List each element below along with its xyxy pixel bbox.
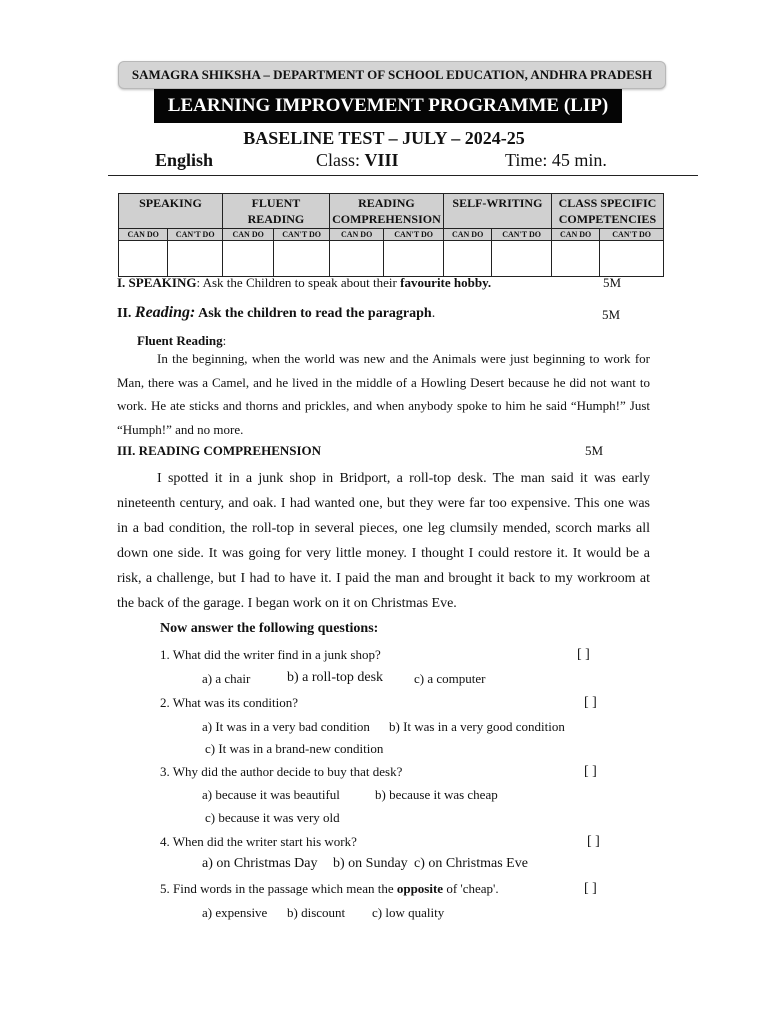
answer-bracket[interactable]: [ ] [587,834,600,849]
table-cell [119,241,168,277]
table-cell [274,241,330,277]
can-do-label: CAN DO [443,229,491,241]
column-header-reading-comprehension: READING COMPREHENSION [329,194,443,229]
table-cell [492,241,552,277]
column-header-self-writing: SELF-WRITING [443,194,551,229]
comprehension-heading: III. READING COMPREHENSION [117,443,322,458]
option-a: a) expensive [202,905,268,920]
questions-instruction: Now answer the following questions: [160,621,379,636]
section-speaking [117,275,491,291]
option-c: c) a computer [414,671,486,686]
option-a: a) It was in a very bad condition [202,719,370,734]
subject-label: English [155,150,214,170]
column-header-fluent-reading: FLUENT READING [222,194,329,229]
table-subheader-row [119,229,664,241]
marks-label: 5M [602,307,621,322]
question-5: 5. Find words in the passage which mean the opposite of 'cheap'. [160,881,499,896]
section-title: Reading: [134,304,196,321]
comprehension-paragraph: I spotted it in a junk shop in Bridport, a roll-top desk. The man said it was early nineteenth century, and oak. I had wanted one, but they were far too expensive. This one was in a bad condition, the roll-top in several pieces, one leg clumsily mended, scorch marks all down one side. It was going for very little money. I thought I could restore it. It would be a risk, a challenge, but I had to have it. I paid the man and brought it back to my workroom at the back of the garage. I began work on it on Christmas Eve. [117,471,650,611]
option-a: a) a chair [202,671,251,686]
time-label: Time: 45 min. [505,150,607,170]
header-divider [108,175,698,176]
option-c: c) low quality [372,905,445,920]
cant-do-label: CAN'T DO [384,229,444,241]
test-title: BASELINE TEST – JULY – 2024-25 [243,128,525,148]
marks-label: 5M [585,443,604,458]
section-text: Ask the children to read the paragraph [195,306,432,321]
can-do-label: CAN DO [329,229,383,241]
section-text: : Ask the Children to speak about their [196,275,401,290]
option-b: b) a roll-top desk [287,670,384,685]
section-reading: II. Reading: Ask the children to read the paragraph. [117,304,436,321]
can-do-label: CAN DO [119,229,168,241]
option-b: b) on Sunday [333,856,408,871]
answer-bracket[interactable]: [ ] [577,647,590,662]
option-b: b) because it was cheap [375,787,498,802]
class-value: VIII [364,150,399,170]
section-number: II. [117,306,135,321]
fluent-reading-paragraph: In the beginning, when the world was new and the Animals were just beginning to work for Man, there was a Camel, and he lived in the middle of a Howling Desert because he did not want to work. He ate sticks and thorns and prickles, and when anybody spoke to him he said “Humph!” Just “Humph!” and no more. [117,351,650,437]
answer-bracket[interactable]: [ ] [584,695,597,710]
question-2: 2. What was its condition? [160,695,299,710]
table-header-row [119,194,664,229]
table-cell [222,241,273,277]
option-c: c) because it was very old [205,810,340,825]
question-1: 1. What did the writer find in a junk shop? [160,647,381,662]
cant-do-label: CAN'T DO [274,229,330,241]
table-cell [551,241,599,277]
option-b: b) It was in a very good condition [389,719,565,734]
question-3: 3. Why did the author decide to buy that desk? [160,764,403,779]
column-header-class-specific: CLASS SPECIFIC COMPETENCIES [551,194,663,229]
table-cell [600,241,664,277]
table-cell [168,241,222,277]
option-b: b) discount [287,905,346,920]
table-cell [443,241,491,277]
table-cell [329,241,383,277]
assessment-table [118,193,664,277]
can-do-label: CAN DO [551,229,599,241]
answer-bracket[interactable]: [ ] [584,881,597,896]
question-4: 4. When did the writer start his work? [160,834,357,849]
cant-do-label: CAN'T DO [492,229,552,241]
class-caption: Class: [316,150,365,170]
cant-do-label: CAN'T DO [168,229,222,241]
marks-label: 5M [603,275,622,290]
table-cell [384,241,444,277]
can-do-label: CAN DO [222,229,273,241]
programme-title: LEARNING IMPROVEMENT PROGRAMME (LIP) [154,89,622,123]
answer-bracket[interactable]: [ ] [584,764,597,779]
option-a: a) on Christmas Day [202,856,318,871]
column-header-speaking: SPEAKING [119,194,223,229]
section-number: I. SPEAKING [117,275,197,290]
option-c: c) It was in a brand-new condition [205,741,384,756]
cant-do-label: CAN'T DO [600,229,664,241]
fluent-reading-heading: Fluent Reading: [137,333,227,348]
option-a: a) because it was beautiful [202,787,340,802]
department-banner: SAMAGRA SHIKSHA – DEPARTMENT OF SCHOOL EDUCATION, ANDHRA PRADESH [118,61,666,89]
option-c: c) on Christmas Eve [414,856,528,871]
section-bold-text: favourite hobby. [400,275,492,290]
table-entry-row [119,241,664,277]
class-label [316,150,399,171]
